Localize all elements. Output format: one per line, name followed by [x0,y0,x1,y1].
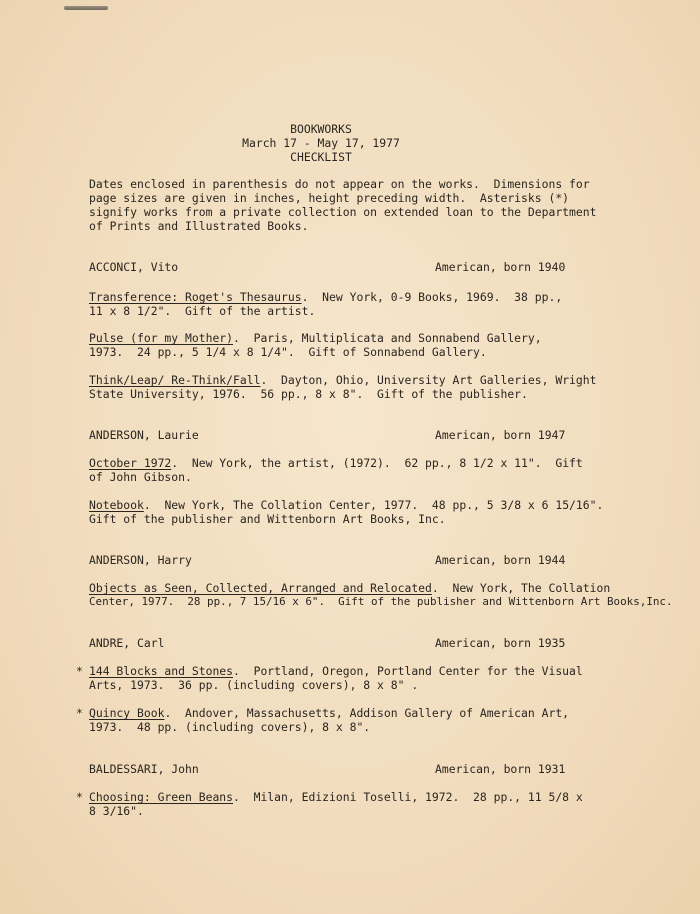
work-title: Pulse (for my Mother) [89,331,234,345]
loan-asterisk: * [76,664,83,678]
work-entry-line2: 11 x 8 1/2". Gift of the artist. [89,304,316,318]
work-entry-line2: 1973. 48 pp. (including covers), 8 x 8". [89,720,371,734]
exhibition-dates: March 17 - May 17, 1977 [242,136,400,150]
intro-line: of Prints and Illustrated Books. [89,219,309,233]
intro-line: signify works from a private collection on extended loan to the Department [89,205,597,219]
work-entry-line1: Notebook. New York, The Collation Center, 1977. 48 pp., 5 3/8 x 6 15/16". [89,498,604,512]
artist-nationality: American, born 1947 [435,428,566,442]
artist-name: ANDRE, Carl [89,636,165,650]
artist-nationality: American, born 1940 [435,260,566,274]
loan-asterisk: * [76,790,83,804]
document-subtitle: CHECKLIST [290,150,352,164]
work-title: Choosing: Green Beans [89,790,234,804]
work-title: October 1972 [89,456,172,470]
work-entry-line2: 1973. 24 pp., 5 1/4 x 8 1/4". Gift of Sonnabend Gallery. [89,345,487,359]
loan-asterisk: * [76,706,83,720]
work-entry-line2: Gift of the publisher and Wittenborn Art Books, Inc. [89,512,446,526]
artist-name: ANDERSON, Harry [89,553,192,567]
work-title: Objects as Seen, Collected, Arranged and Relocated [89,581,432,595]
work-entry-line1: October 1972. New York, the artist, (1972). 62 pp., 8 1/2 x 11". Gift [89,456,583,470]
intro-line: Dates enclosed in parenthesis do not appear on the works. Dimensions for [89,177,590,191]
artist-nationality: American, born 1931 [435,762,566,776]
artist-name: ANDERSON, Laurie [89,428,199,442]
work-entry-line2: of John Gibson. [89,470,192,484]
work-title: Transference: Roget's Thesaurus [89,290,302,304]
work-entry-line1: Choosing: Green Beans. Milan, Edizioni Toselli, 1972. 28 pp., 11 5/8 x [89,790,583,804]
artist-name: BALDESSARI, John [89,762,199,776]
work-entry-line1: 144 Blocks and Stones. Portland, Oregon, Portland Center for the Visual [89,664,583,678]
artist-nationality: American, born 1944 [435,553,566,567]
work-entry-line1: Pulse (for my Mother). Paris, Multiplicata and Sonnabend Gallery, [89,331,542,345]
artist-nationality: American, born 1935 [435,636,566,650]
work-entry-line1: Think/Leap/ Re-Think/Fall. Dayton, Ohio, University Art Galleries, Wright [89,373,597,387]
work-entry-line2: State University, 1976. 56 pp., 8 x 8". Gift of the publisher. [89,387,528,401]
work-entry-line1: Transference: Roget's Thesaurus. New York, 0-9 Books, 1969. 38 pp., [89,290,563,304]
work-title: Think/Leap/ Re-Think/Fall [89,373,261,387]
artist-name: ACCONCI, Vito [89,260,179,274]
work-title: Quincy Book [89,706,165,720]
staple-mark [64,6,108,10]
document-title: BOOKWORKS [290,122,352,136]
work-title: Notebook [89,498,144,512]
work-entry-line2: Center, 1977. 28 pp., 7 15/16 x 6". Gift of the publisher and Wittenborn Art Books,Inc. [89,595,673,608]
work-entry-line2: Arts, 1973. 36 pp. (including covers), 8 x 8" . [89,678,419,692]
intro-line: page sizes are given in inches, height preceding width. Asterisks (*) [89,191,570,205]
work-entry-line2: 8 3/16". [89,804,144,818]
work-entry-line1: Quincy Book. Andover, Massachusetts, Addison Gallery of American Art, [89,706,570,720]
work-title: 144 Blocks and Stones [89,664,234,678]
work-entry-line1: Objects as Seen, Collected, Arranged and Relocated. New York, The Collation [89,581,611,595]
